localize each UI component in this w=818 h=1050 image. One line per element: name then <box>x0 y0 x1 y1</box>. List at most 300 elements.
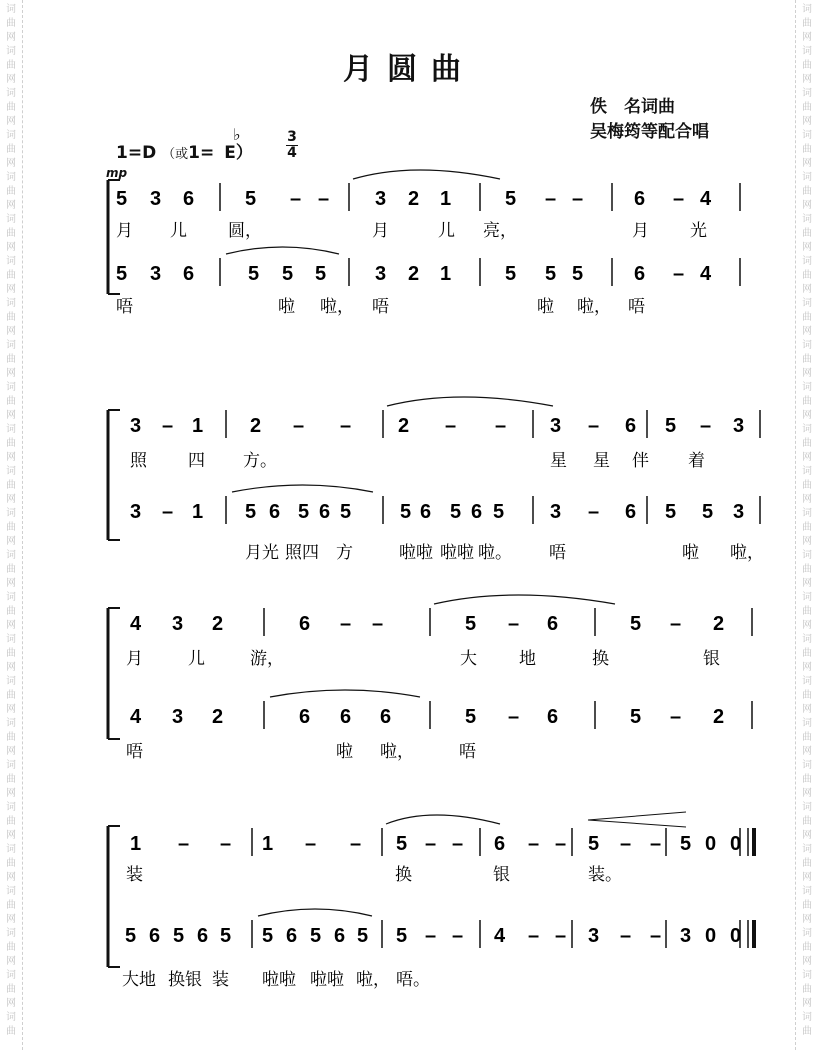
lyric-lower: 唔 <box>459 742 476 762</box>
note-lower: 5 <box>125 925 137 947</box>
watermark-char: 词 <box>802 46 812 57</box>
note-upper: 2 <box>408 188 420 210</box>
note-lower: 5 <box>630 706 642 728</box>
note-lower: 6 <box>547 706 559 728</box>
note-lower: 5 <box>493 501 505 523</box>
watermark-char: 词 <box>802 424 812 435</box>
note-lower: 3 <box>733 501 745 523</box>
watermark-char: 网 <box>6 32 16 43</box>
note-lower: 5 <box>245 501 257 523</box>
note-upper: 5 <box>630 613 642 635</box>
watermark-char: 曲 <box>802 396 812 407</box>
watermark-char: 网 <box>6 956 16 967</box>
note-lower: – <box>162 501 174 523</box>
watermark-char: 网 <box>802 662 812 673</box>
note-upper: 4 <box>700 188 712 210</box>
note-upper: – <box>700 415 712 437</box>
note-lower: 6 <box>197 925 209 947</box>
watermark-char: 曲 <box>6 942 16 953</box>
note-upper: 5 <box>396 833 408 855</box>
watermark-char: 词 <box>6 256 16 267</box>
note-lower: 3 <box>172 706 184 728</box>
note-upper: – <box>555 833 567 855</box>
lyric-upper: 亮， <box>483 221 517 241</box>
note-lower: – <box>588 501 600 523</box>
note-lower: – <box>650 925 662 947</box>
note-upper: – <box>350 833 362 855</box>
note-lower: 6 <box>380 706 392 728</box>
watermark-char: 网 <box>6 620 16 631</box>
watermark-char: 网 <box>6 998 16 1009</box>
slur <box>270 690 420 697</box>
watermark-char: 词 <box>6 88 16 99</box>
watermark-char: 曲 <box>802 228 812 239</box>
lyric-lower: 啦 <box>537 297 554 317</box>
watermark-char: 词 <box>802 466 812 477</box>
watermark-char: 网 <box>802 452 812 463</box>
note-lower: 5 <box>665 501 677 523</box>
watermark-char: 词 <box>6 592 16 603</box>
lyric-lower: 唔 <box>372 297 389 317</box>
watermark-char: 网 <box>802 872 812 883</box>
note-upper: 0 <box>730 833 742 855</box>
watermark-char: 词 <box>6 466 16 477</box>
note-upper: 2 <box>713 613 725 635</box>
watermark-char: 词 <box>6 508 16 519</box>
flat-sign: ♭ <box>233 125 241 144</box>
note-lower: 6 <box>319 501 331 523</box>
lyric-upper: 月 <box>126 649 143 669</box>
note-lower: 5 <box>315 263 327 285</box>
note-lower: 5 <box>248 263 260 285</box>
watermark-char: 曲 <box>6 354 16 365</box>
lyric-lower: 唔 <box>628 297 645 317</box>
note-lower: 6 <box>149 925 161 947</box>
song-title: 月圆曲 <box>343 52 475 87</box>
watermark-char: 曲 <box>802 606 812 617</box>
watermark-char: 曲 <box>802 480 812 491</box>
lyric-lower: 啦。 <box>478 543 512 563</box>
watermark-char: 网 <box>802 746 812 757</box>
lyric-upper: 月 <box>632 221 649 241</box>
watermark-char: 曲 <box>6 144 16 155</box>
note-upper: 1 <box>192 415 204 437</box>
watermark-char: 曲 <box>802 732 812 743</box>
watermark-char: 词 <box>6 928 16 939</box>
note-upper: 5 <box>465 613 477 635</box>
slur <box>353 170 500 179</box>
watermark-char: 曲 <box>802 354 812 365</box>
lyric-lower: 唔 <box>116 297 133 317</box>
lyric-upper: 装。 <box>588 865 622 885</box>
arranger-credit: 吴梅筠等配合唱 <box>590 122 709 142</box>
note-upper: 2 <box>250 415 262 437</box>
watermark-char: 曲 <box>6 732 16 743</box>
watermark-char: 曲 <box>802 60 812 71</box>
watermark-char: 词 <box>6 844 16 855</box>
lyric-upper: 地 <box>519 649 536 669</box>
watermark-char: 网 <box>6 788 16 799</box>
watermark-char: 曲 <box>802 18 812 29</box>
watermark-char: 词 <box>802 172 812 183</box>
note-lower: 5 <box>702 501 714 523</box>
note-lower: 6 <box>471 501 483 523</box>
note-upper: – <box>425 833 437 855</box>
watermark-char: 词 <box>6 298 16 309</box>
watermark-char: 曲 <box>6 564 16 575</box>
note-upper: 4 <box>130 613 142 635</box>
note-upper: – <box>528 833 540 855</box>
watermark-char: 网 <box>6 284 16 295</box>
watermark-char: 词 <box>802 676 812 687</box>
key-alt-main: 1= <box>188 143 215 163</box>
watermark-char: 网 <box>802 326 812 337</box>
note-lower: 6 <box>286 925 298 947</box>
watermark-char: 网 <box>6 662 16 673</box>
watermark-char: 曲 <box>802 186 812 197</box>
watermark-char: 网 <box>6 536 16 547</box>
watermark-char: 曲 <box>802 564 812 575</box>
watermark-char: 网 <box>6 746 16 757</box>
note-lower: 5 <box>396 925 408 947</box>
watermark-char: 词 <box>6 634 16 645</box>
watermark-char: 网 <box>6 452 16 463</box>
lyric-lower: 唔。 <box>396 970 430 990</box>
watermark-char: 网 <box>802 620 812 631</box>
watermark-char: 网 <box>802 788 812 799</box>
watermark-char: 词 <box>6 424 16 435</box>
watermark-char: 网 <box>802 704 812 715</box>
note-lower: 5 <box>262 925 274 947</box>
lyric-upper: 装 <box>126 865 143 885</box>
watermark-char: 网 <box>802 74 812 85</box>
lyric-lower: 大地 <box>122 970 156 990</box>
note-upper: – <box>340 613 352 635</box>
note-lower: 5 <box>116 263 128 285</box>
lyric-lower: 啦， <box>730 543 764 563</box>
note-upper: 6 <box>299 613 311 635</box>
watermark-char: 曲 <box>6 900 16 911</box>
watermark-char: 网 <box>6 830 16 841</box>
lyric-lower: 啦， <box>380 742 414 762</box>
note-lower: 2 <box>212 706 224 728</box>
note-lower: – <box>673 263 685 285</box>
note-lower: 5 <box>310 925 322 947</box>
note-lower: – <box>555 925 567 947</box>
watermark-char: 曲 <box>802 942 812 953</box>
lyric-lower: 啦啦 <box>440 543 474 563</box>
watermark-char: 曲 <box>6 102 16 113</box>
note-upper: 5 <box>588 833 600 855</box>
note-upper: 6 <box>547 613 559 635</box>
watermark-char: 词 <box>6 214 16 225</box>
note-upper: 2 <box>212 613 224 635</box>
watermark-char: 网 <box>6 242 16 253</box>
lyric-lower: 装 <box>212 970 229 990</box>
watermark-char: 词 <box>802 340 812 351</box>
watermark-char: 曲 <box>802 312 812 323</box>
note-lower: 0 <box>730 925 742 947</box>
composer-credit: 佚 名词曲 <box>590 97 675 117</box>
note-lower: 5 <box>357 925 369 947</box>
watermark-char: 词 <box>802 130 812 141</box>
watermark-char: 网 <box>6 704 16 715</box>
lyric-lower: 啦， <box>577 297 611 317</box>
note-lower: – <box>508 706 520 728</box>
note-lower: 5 <box>298 501 310 523</box>
note-lower: 3 <box>588 925 600 947</box>
watermark-char: 词 <box>802 592 812 603</box>
watermark-char: 词 <box>802 298 812 309</box>
watermark-char: 网 <box>802 536 812 547</box>
watermark-char: 词 <box>6 172 16 183</box>
watermark-char: 曲 <box>802 648 812 659</box>
note-lower: 1 <box>440 263 452 285</box>
note-upper: – <box>445 415 457 437</box>
note-lower: 3 <box>375 263 387 285</box>
watermark-char: 词 <box>802 634 812 645</box>
lyric-lower: 啦， <box>320 297 354 317</box>
watermark-char: 网 <box>802 410 812 421</box>
watermark-char: 曲 <box>802 1026 812 1037</box>
key-alt-note: E） <box>224 143 253 163</box>
watermark-char: 词 <box>802 886 812 897</box>
note-upper: 1 <box>440 188 452 210</box>
note-lower: 6 <box>299 706 311 728</box>
dynamics-mark: mp <box>106 166 128 180</box>
watermark-char: 网 <box>802 914 812 925</box>
watermark-char: 网 <box>802 494 812 505</box>
note-upper: – <box>452 833 464 855</box>
watermark-char: 网 <box>6 914 16 925</box>
note-lower: 4 <box>130 706 142 728</box>
watermark-char: 曲 <box>6 774 16 785</box>
watermark-char: 曲 <box>6 648 16 659</box>
watermark-char: 曲 <box>6 984 16 995</box>
note-upper: 5 <box>680 833 692 855</box>
lyric-upper: 月 <box>372 221 389 241</box>
note-upper: – <box>293 415 305 437</box>
note-lower: 6 <box>340 706 352 728</box>
watermark-char: 词 <box>802 4 812 15</box>
watermark-char: 曲 <box>6 438 16 449</box>
note-upper: – <box>545 188 557 210</box>
slur <box>386 815 500 824</box>
note-upper: – <box>305 833 317 855</box>
watermark-char: 词 <box>6 130 16 141</box>
note-lower: 4 <box>494 925 506 947</box>
note-lower: 3 <box>680 925 692 947</box>
watermark-char: 网 <box>6 410 16 421</box>
note-lower: 2 <box>713 706 725 728</box>
watermark-char: 曲 <box>6 228 16 239</box>
lyric-lower: 唔 <box>549 543 566 563</box>
lyric-upper: 照 <box>130 451 147 471</box>
note-lower: 5 <box>505 263 517 285</box>
decrescendo-mark <box>588 812 686 827</box>
lyric-upper: 伴 <box>632 451 649 471</box>
note-lower: 3 <box>550 501 562 523</box>
watermark-char: 网 <box>6 494 16 505</box>
note-lower: – <box>620 925 632 947</box>
note-upper: 6 <box>625 415 637 437</box>
watermark-char: 词 <box>6 970 16 981</box>
note-upper: – <box>508 613 520 635</box>
note-upper: 3 <box>150 188 162 210</box>
lyric-upper: 儿 <box>438 221 455 241</box>
watermark-char: 曲 <box>802 858 812 869</box>
watermark-char: 词 <box>802 1012 812 1023</box>
watermark-char: 网 <box>802 32 812 43</box>
watermark-char: 曲 <box>6 858 16 869</box>
lyric-upper: 月 <box>116 221 133 241</box>
lyric-lower: 啦 <box>336 742 353 762</box>
note-upper: 5 <box>665 415 677 437</box>
note-lower: 6 <box>183 263 195 285</box>
note-lower: 5 <box>450 501 462 523</box>
note-lower: 6 <box>334 925 346 947</box>
lyric-upper: 换 <box>592 649 609 669</box>
watermark-char: 词 <box>6 676 16 687</box>
watermark-char: 网 <box>802 578 812 589</box>
watermark-char: 曲 <box>6 396 16 407</box>
watermark-char: 词 <box>6 46 16 57</box>
lyric-upper: 儿 <box>170 221 187 241</box>
lyric-upper: 星 <box>550 451 567 471</box>
note-upper: – <box>178 833 190 855</box>
watermark-char: 词 <box>802 382 812 393</box>
time-sig-top: 3 <box>287 129 297 145</box>
note-lower: 5 <box>572 263 584 285</box>
watermark-char: 词 <box>802 802 812 813</box>
watermark-char: 词 <box>802 214 812 225</box>
key-alt-open: （或 <box>162 147 189 162</box>
lyric-upper: 大 <box>460 649 477 669</box>
lyric-lower: 月光 <box>245 543 279 563</box>
note-upper: 2 <box>398 415 410 437</box>
lyric-upper: 银 <box>493 865 510 885</box>
watermark-char: 网 <box>6 200 16 211</box>
watermark-char: 词 <box>6 4 16 15</box>
watermark-char: 网 <box>802 242 812 253</box>
watermark-char: 词 <box>802 256 812 267</box>
watermark-char: 网 <box>802 998 812 1009</box>
time-sig-bottom: 4 <box>287 145 297 161</box>
note-upper: – <box>318 188 330 210</box>
note-upper: – <box>220 833 232 855</box>
lyric-upper: 换 <box>395 865 412 885</box>
slur <box>226 247 339 254</box>
watermark-char: 曲 <box>6 18 16 29</box>
note-lower: – <box>452 925 464 947</box>
note-upper: 0 <box>705 833 717 855</box>
watermark-char: 曲 <box>6 522 16 533</box>
note-upper: – <box>372 613 384 635</box>
watermark-char: 曲 <box>6 816 16 827</box>
watermark-char: 曲 <box>6 1026 16 1037</box>
watermark-char: 词 <box>6 382 16 393</box>
watermark-char: 词 <box>6 760 16 771</box>
note-lower: 1 <box>192 501 204 523</box>
lyric-upper: 儿 <box>188 649 205 669</box>
watermark-char: 曲 <box>802 774 812 785</box>
note-upper: 5 <box>116 188 128 210</box>
note-lower: 6 <box>634 263 646 285</box>
note-lower: 5 <box>400 501 412 523</box>
note-lower: – <box>528 925 540 947</box>
note-upper: – <box>620 833 632 855</box>
note-upper: 5 <box>505 188 517 210</box>
watermark-char: 网 <box>6 872 16 883</box>
watermark-char: 词 <box>6 550 16 561</box>
lyric-lower: 方 <box>336 543 353 563</box>
note-upper: 3 <box>550 415 562 437</box>
lyric-upper: 着 <box>688 451 705 471</box>
note-upper: 3 <box>375 188 387 210</box>
note-lower: 3 <box>150 263 162 285</box>
note-lower: – <box>670 706 682 728</box>
note-upper: – <box>162 415 174 437</box>
lyric-upper: 光 <box>690 221 707 241</box>
lyric-upper: 星 <box>593 451 610 471</box>
watermark-char: 网 <box>802 116 812 127</box>
note-lower: 5 <box>545 263 557 285</box>
watermark-char: 曲 <box>6 60 16 71</box>
watermark-char: 词 <box>6 886 16 897</box>
watermark-char: 曲 <box>802 438 812 449</box>
note-lower: 6 <box>625 501 637 523</box>
slur <box>387 397 553 406</box>
note-lower: 5 <box>282 263 294 285</box>
watermark-char: 曲 <box>802 270 812 281</box>
lyric-upper: 圆， <box>228 221 262 241</box>
note-upper: – <box>650 833 662 855</box>
watermark-char: 词 <box>6 340 16 351</box>
watermark-char: 曲 <box>802 144 812 155</box>
note-lower: 5 <box>220 925 232 947</box>
note-lower: – <box>425 925 437 947</box>
watermark-char: 词 <box>6 802 16 813</box>
watermark-char: 词 <box>6 1012 16 1023</box>
lyric-lower: 照四 <box>285 543 319 563</box>
note-upper: 6 <box>183 188 195 210</box>
note-upper: 3 <box>130 415 142 437</box>
key-main: 1=D <box>116 143 157 163</box>
lyric-lower: 啦 <box>682 543 699 563</box>
note-upper: – <box>670 613 682 635</box>
note-lower: 5 <box>340 501 352 523</box>
watermark-char: 曲 <box>6 690 16 701</box>
note-upper: 6 <box>634 188 646 210</box>
note-upper: – <box>340 415 352 437</box>
note-upper: 5 <box>245 188 257 210</box>
slur <box>258 909 372 916</box>
watermark-char: 曲 <box>6 270 16 281</box>
watermark-char: 词 <box>802 88 812 99</box>
note-lower: 2 <box>408 263 420 285</box>
lyric-lower: 啦， <box>356 970 390 990</box>
note-upper: – <box>495 415 507 437</box>
watermark-char: 词 <box>802 844 812 855</box>
note-upper: – <box>572 188 584 210</box>
watermark-char: 曲 <box>802 984 812 995</box>
note-upper: – <box>290 188 302 210</box>
note-upper: – <box>588 415 600 437</box>
watermark-char: 曲 <box>802 816 812 827</box>
lyric-lower: 换银 <box>168 970 202 990</box>
watermark-char: 曲 <box>6 186 16 197</box>
lyric-lower: 啦啦 <box>310 970 344 990</box>
